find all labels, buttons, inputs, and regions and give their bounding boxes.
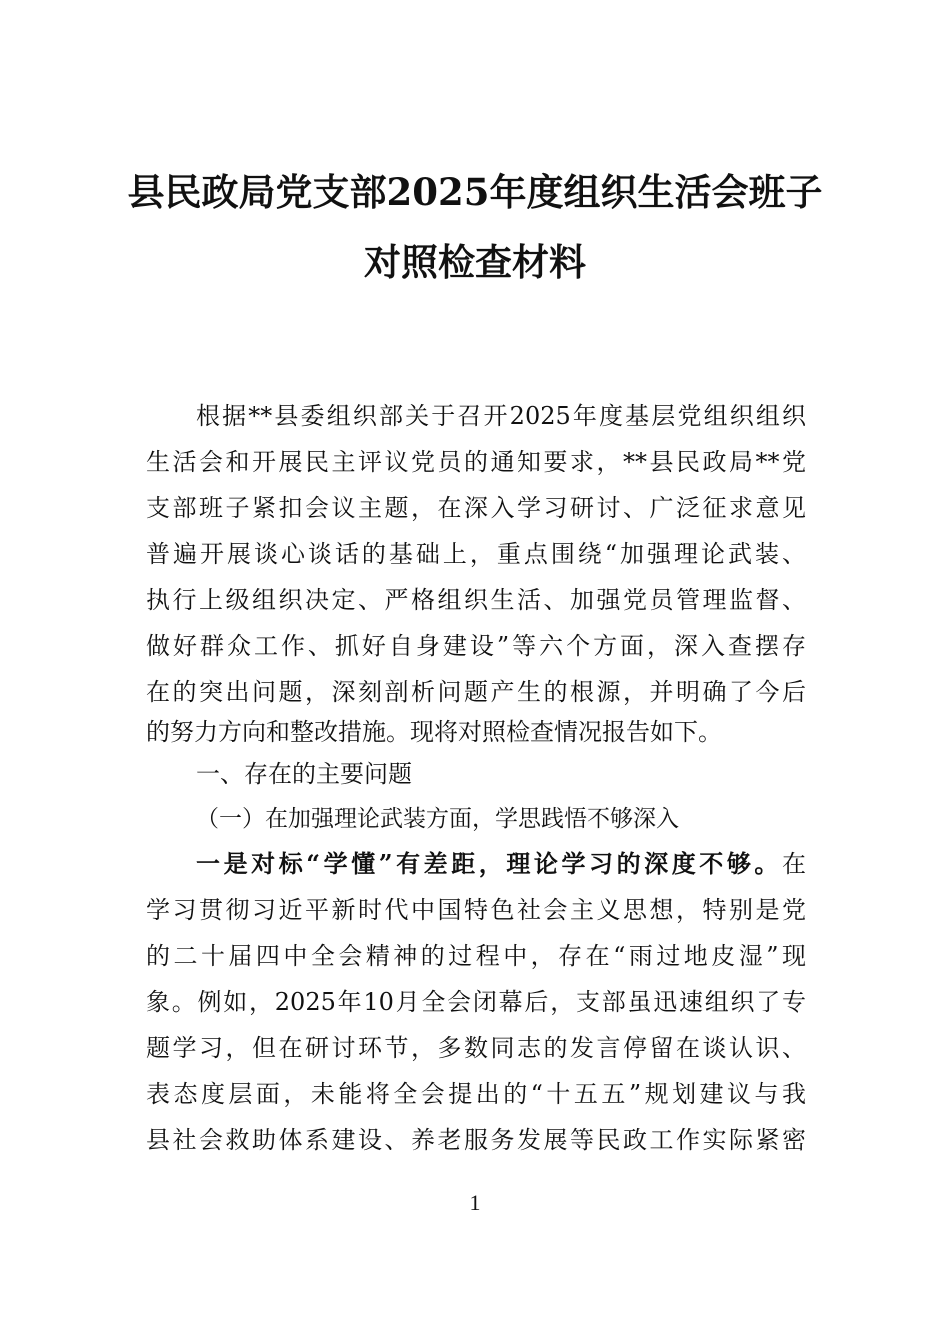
intro-line: 在的突出问题，深刻剖析问题产生的根源，并明确了今后	[146, 678, 806, 706]
point-bold-lead: 一是对标“学懂”有差距，理论学习的深度不够。	[196, 849, 782, 878]
subsection-heading: （一）在加强理论武装方面，学思践悟不够深入	[196, 806, 679, 832]
point-paragraph-first-line	[196, 848, 806, 880]
point-lead-rest: 在	[782, 850, 806, 878]
intro-line: 的努力方向和整改措施。现将对照检查情况报告如下。	[146, 718, 722, 746]
intro-line: 普遍开展谈心谈话的基础上，重点围绕“加强理论武装、	[146, 540, 806, 568]
document-title-line-1: 县民政局党支部2025年度组织生活会班子	[127, 170, 823, 214]
point-line: 象。例如，2025年10月全会闭幕后，支部虽迅速组织了专	[146, 988, 806, 1016]
intro-line: 生活会和开展民主评议党员的通知要求，**县民政局**党	[146, 448, 806, 476]
intro-line: 做好群众工作、抓好自身建设”等六个方面，深入查摆存	[146, 632, 806, 660]
document-title-line-2: 对照检查材料	[364, 240, 586, 284]
point-line: 表态度层面，未能将全会提出的“十五五”规划建议与我	[146, 1080, 806, 1108]
intro-line: 执行上级组织决定、严格组织生活、加强党员管理监督、	[146, 586, 806, 614]
section-heading: 一、存在的主要问题	[196, 760, 412, 788]
point-line: 的二十届四中全会精神的过程中，存在“雨过地皮湿”现	[146, 942, 806, 970]
point-line: 题学习，但在研讨环节，多数同志的发言停留在谈认识、	[146, 1034, 806, 1062]
intro-line: 支部班子紧扣会议主题，在深入学习研讨、广泛征求意见	[146, 494, 806, 522]
point-line: 县社会救助体系建设、养老服务发展等民政工作实际紧密	[146, 1126, 806, 1154]
page-number: 1	[469, 1190, 481, 1215]
intro-line: 根据**县委组织部关于召开2025年度基层党组织组织	[196, 402, 806, 430]
point-line: 学习贯彻习近平新时代中国特色社会主义思想，特别是党	[146, 896, 806, 924]
